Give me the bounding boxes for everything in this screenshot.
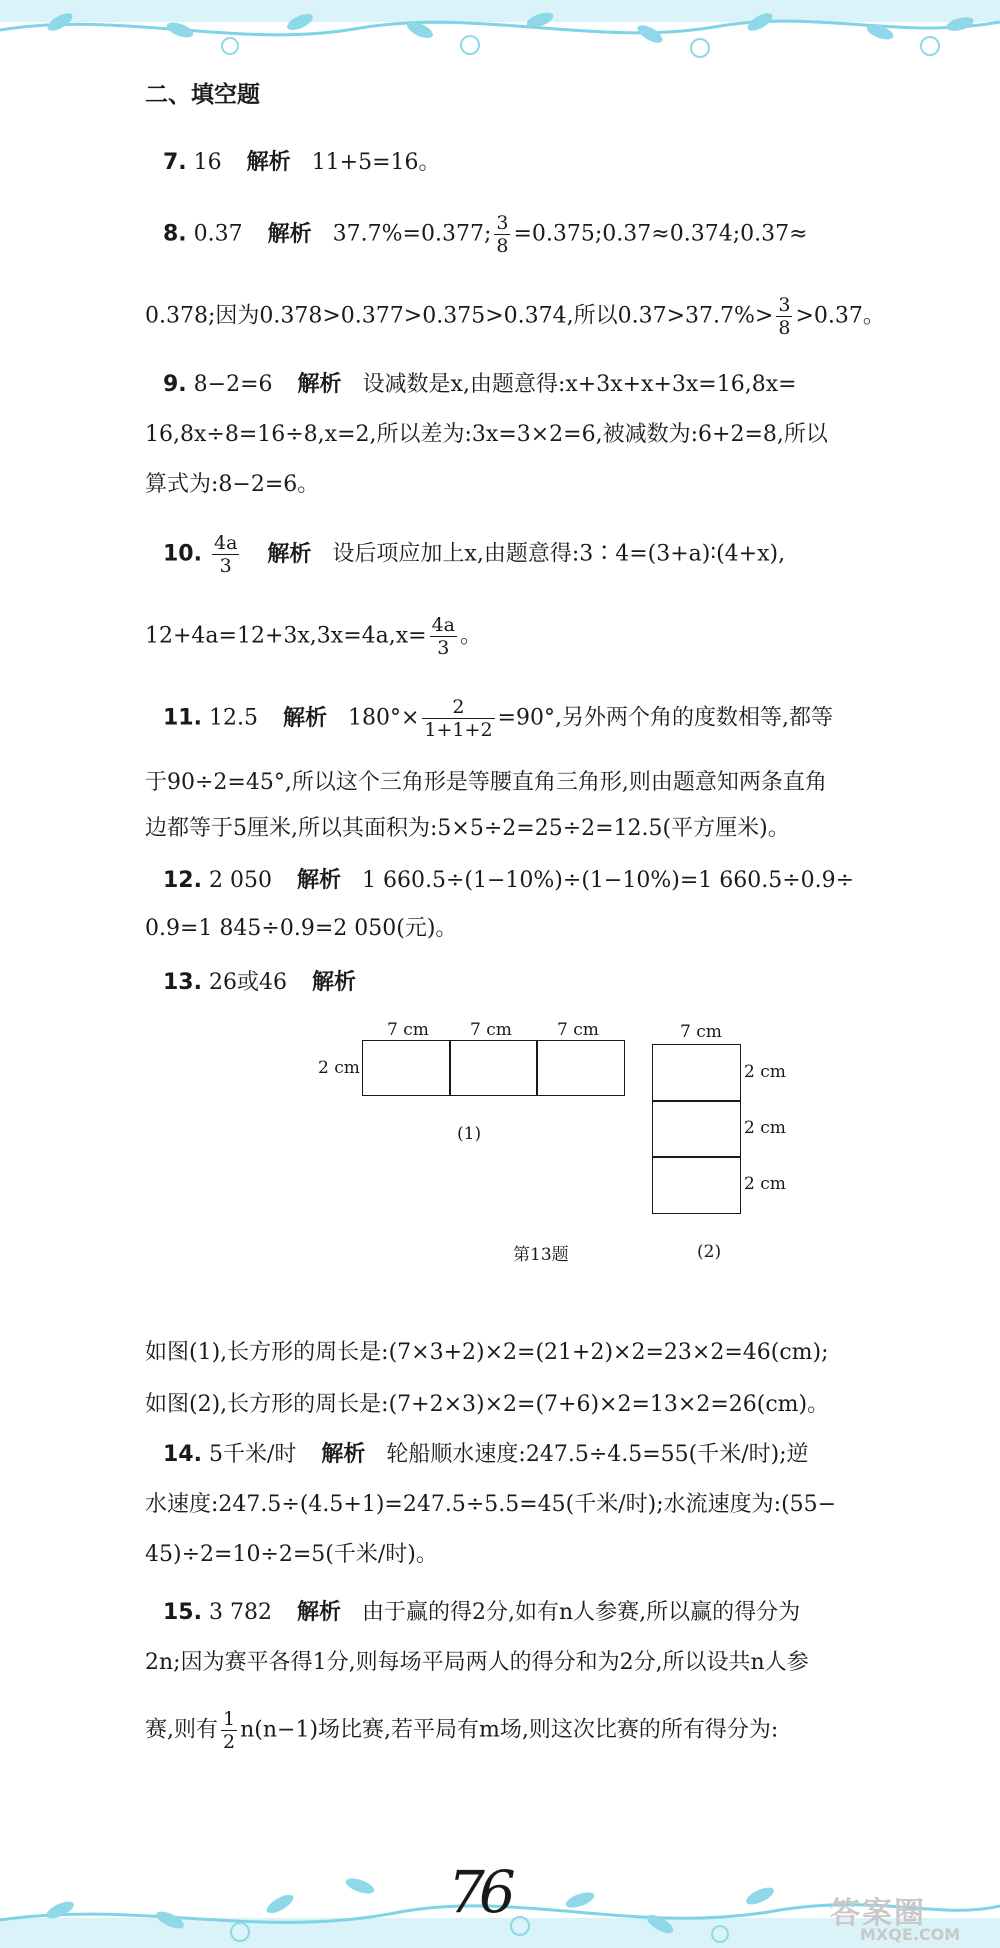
answer-value: 5千米/时 <box>208 1442 297 1467</box>
figure-1-top-label: 7 cm <box>557 1020 599 1040</box>
analysis-text: 设后项应加上x,由题意得:3∶4=(3+a)∶(4+x), <box>332 541 786 567</box>
figure-2-side-label: 2 cm <box>744 1118 786 1138</box>
fraction-numerator: 4a <box>213 532 238 554</box>
question-12 <box>163 866 854 896</box>
analysis-keyword: 解析 <box>267 221 312 247</box>
question-8 <box>163 212 808 257</box>
question-number: 13. <box>163 970 202 995</box>
question-number: 7. <box>163 150 187 175</box>
fraction-denominator: 3 <box>212 554 239 577</box>
figure-2-top-label: 7 cm <box>680 1022 722 1042</box>
figure-2-rectangle <box>652 1100 741 1158</box>
question-13-line-1: 如图(1),长方形的周长是:(7×3+2)×2=(21+2)×2=23×2=46(cm); <box>145 1340 829 1365</box>
figure-1-rectangle <box>449 1040 538 1096</box>
analysis-text: n(n−1)场比赛,若平局有m场,则这次比赛的所有得分为: <box>240 1717 779 1743</box>
answer-value: 0.37 <box>193 221 243 247</box>
fraction <box>494 212 510 257</box>
figure-1-rectangle <box>536 1040 625 1096</box>
fraction-numerator: 2 <box>452 696 465 718</box>
question-10 <box>163 532 785 577</box>
figure-2-rectangle <box>652 1156 741 1214</box>
analysis-text: 1 660.5÷(1−10%)÷(1−10%)=1 660.5÷0.9÷ <box>361 868 855 893</box>
fraction-numerator: 4a <box>431 614 456 636</box>
question-12-line-2: 0.9=1 845÷0.9=2 050(元)。 <box>145 916 458 941</box>
answer-value: 26或46 <box>208 970 287 995</box>
answer-value: 2 050 <box>208 868 272 893</box>
figure-1-side-label: 2 cm <box>318 1058 360 1078</box>
fraction <box>776 294 792 339</box>
question-8-line-2 <box>145 294 885 339</box>
figure-2-rectangle <box>652 1044 741 1102</box>
question-14-line-2: 水速度:247.5÷(4.5+1)=247.5÷5.5=45(千米/时);水流速度为:(55− <box>145 1492 837 1517</box>
figure-caption: 第13题 <box>513 1245 569 1265</box>
answer-value: 8−2=6 <box>193 372 273 397</box>
analysis-text: 11+5=16。 <box>311 150 441 175</box>
analysis-keyword: 解析 <box>282 705 327 731</box>
question-number: 14. <box>163 1442 202 1467</box>
question-9-line-2: 16,8x÷8=16÷8,x=2,所以差为:3x=3×2=6,被减数为:6+2=8,所以 <box>145 422 828 447</box>
question-13-line-2: 如图(2),长方形的周长是:(7+2×3)×2=(7+6)×2=13×2=26(cm)。 <box>145 1392 830 1417</box>
question-15-line-2: 2n;因为赛平各得1分,则每场平局两人的得分和为2分,所以设共n人参 <box>145 1650 809 1675</box>
question-13 <box>163 968 370 998</box>
answer-fraction <box>212 532 239 577</box>
figure-2-side-label: 2 cm <box>744 1174 786 1194</box>
analysis-keyword: 解析 <box>296 868 341 893</box>
question-number: 12. <box>163 868 202 893</box>
watermark-logo: 答案圈 <box>830 1896 926 1931</box>
question-7 <box>163 148 441 178</box>
section-title: 二、填空题 <box>145 82 260 108</box>
analysis-text: 赛,则有 <box>145 1717 218 1743</box>
question-9 <box>163 370 797 400</box>
analysis-text: 设减数是x,由题意得:x+3x+x+3x=16,8x= <box>362 372 797 397</box>
analysis-text: 轮船顺水速度:247.5÷4.5=55(千米/时);逆 <box>386 1442 809 1467</box>
figure-1-caption: (1) <box>457 1124 482 1144</box>
top-decorative-border <box>0 0 1000 70</box>
figure-1-top-label: 7 cm <box>470 1020 512 1040</box>
fraction-denominator: 8 <box>778 317 791 339</box>
figure-2-caption: (2) <box>697 1242 722 1262</box>
watermark-url: MXQE.COM <box>860 1925 961 1944</box>
question-15-line-3 <box>145 1708 778 1753</box>
answer-value: 12.5 <box>208 705 258 731</box>
analysis-keyword: 解析 <box>311 970 356 995</box>
question-10-line-2 <box>145 614 482 659</box>
analysis-text: 37.7%=0.377; <box>332 221 492 247</box>
analysis-text: =0.375;0.37≈0.374;0.37≈ <box>513 221 808 247</box>
fraction-denominator: 2 <box>223 1731 236 1753</box>
analysis-text: 180°× <box>347 705 420 731</box>
page-number: 76 <box>448 1858 510 1926</box>
analysis-keyword: 解析 <box>297 372 342 397</box>
answer-value: 16 <box>193 150 222 175</box>
question-number: 10. <box>163 541 202 567</box>
analysis-keyword: 解析 <box>246 150 291 175</box>
fraction <box>430 614 457 659</box>
question-number: 9. <box>163 372 187 397</box>
fraction-denominator: 1+1+2 <box>424 719 493 741</box>
analysis-text: >0.37。 <box>795 303 885 329</box>
question-11 <box>163 696 833 741</box>
period: 。 <box>460 623 483 649</box>
analysis-keyword: 解析 <box>296 1600 341 1625</box>
fraction-denominator: 8 <box>496 235 509 257</box>
question-11-line-3: 边都等于5厘米,所以其面积为:5×5÷2=25÷2=12.5(平方厘米)。 <box>145 816 790 841</box>
question-number: 15. <box>163 1600 202 1625</box>
analysis-text: 12+4a=12+3x,3x=4a,x= <box>145 623 427 649</box>
question-11-line-2: 于90÷2=45°,所以这个三角形是等腰直角三角形,则由题意知两条直角 <box>145 770 827 795</box>
answer-value: 3 782 <box>208 1600 272 1625</box>
figure-1-rectangle <box>362 1040 451 1096</box>
analysis-text: =90°,另外两个角的度数相等,都等 <box>497 705 833 731</box>
figure-1-top-label: 7 cm <box>387 1020 429 1040</box>
fraction <box>422 696 494 741</box>
question-14-line-3: 45)÷2=10÷2=5(千米/时)。 <box>145 1542 438 1567</box>
fraction <box>221 1708 237 1753</box>
analysis-text: 由于赢的得2分,如有n人参赛,所以赢的得分为 <box>361 1600 801 1625</box>
figure-2-side-label: 2 cm <box>744 1062 786 1082</box>
fraction-numerator: 3 <box>496 212 509 234</box>
question-14 <box>163 1440 809 1470</box>
question-9-line-3: 算式为:8−2=6。 <box>145 472 320 497</box>
question-15 <box>163 1598 800 1628</box>
question-number: 11. <box>163 705 202 731</box>
fraction-numerator: 1 <box>223 1708 236 1730</box>
analysis-keyword: 解析 <box>267 541 312 567</box>
analysis-text: 0.378;因为0.378>0.377>0.375>0.374,所以0.37>37.7%> <box>145 303 774 329</box>
fraction-denominator: 3 <box>430 636 457 659</box>
analysis-keyword: 解析 <box>321 1442 366 1467</box>
fraction-numerator: 3 <box>778 294 791 316</box>
question-number: 8. <box>163 221 187 247</box>
